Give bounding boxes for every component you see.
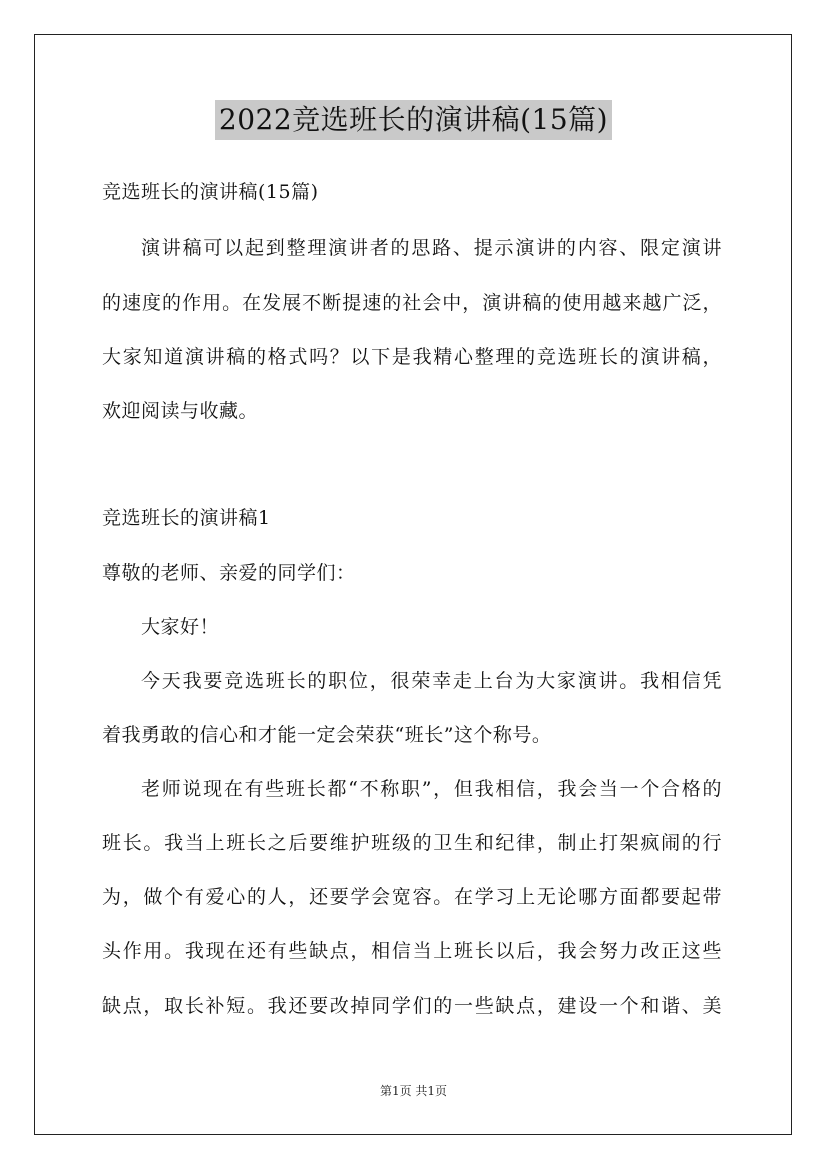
- para2-line-2: 班长。我当上班长之后要维护班级的卫生和纪律，制止打架疯闹的行: [102, 832, 722, 854]
- para1-line-1: 今天我要竞选班长的职位，很荣幸走上台为大家演讲。我相信凭: [141, 670, 722, 692]
- salutation: 尊敬的老师、亲爱的同学们：: [102, 562, 356, 584]
- document-subtitle: 竞选班长的演讲稿(15篇): [102, 181, 319, 203]
- para2-line-1: 老师说现在有些班长都“不称职”，但我相信，我会当一个合格的: [141, 778, 722, 800]
- para2-line-5: 缺点，取长补短。我还要改掉同学们的一些缺点，建设一个和谐、美: [102, 995, 722, 1017]
- para2-line-4: 头作用。我现在还有些缺点，相信当上班长以后，我会努力改正这些: [102, 940, 722, 962]
- para1-line-2: 着我勇敢的信心和才能一定会荣获“班长”这个称号。: [102, 724, 552, 746]
- page-number: 第1页 共1页: [379, 1084, 448, 1098]
- section-heading: 竞选班长的演讲稿1: [102, 507, 271, 529]
- greeting: 大家好！: [141, 616, 220, 638]
- title-container: [0, 100, 827, 140]
- intro-line-1: 演讲稿可以起到整理演讲者的思路、提示演讲的内容、限定演讲: [141, 237, 722, 259]
- intro-line-4: 欢迎阅读与收藏。: [102, 400, 259, 422]
- intro-line-2: 的速度的作用。在发展不断提速的社会中，演讲稿的使用越来越广泛，: [102, 292, 722, 314]
- document-title: 2022竞选班长的演讲稿(15篇): [215, 100, 612, 140]
- para2-line-3: 为，做个有爱心的人，还要学会宽容。在学习上无论哪方面都要起带: [102, 886, 722, 908]
- intro-line-3: 大家知道演讲稿的格式吗？以下是我精心整理的竞选班长的演讲稿，: [102, 346, 722, 368]
